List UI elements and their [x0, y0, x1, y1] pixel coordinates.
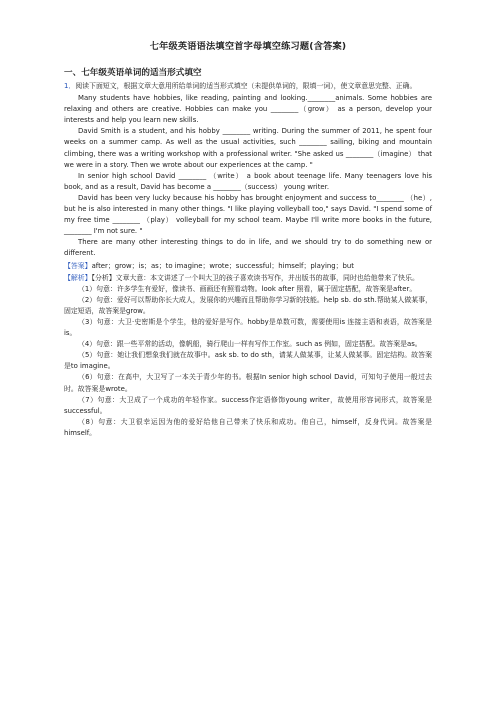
explanation-item-7: （7）句意：大卫成了一个成功的年轻作家。success作定语修饰young writer，故使用形容词形式，故答案是successful。 — [64, 395, 432, 415]
passage-paragraph-5: There are many other interesting things to do in life, and we should try to do something new or different. — [64, 238, 432, 258]
question-text: 阅读下面短文，根据文章大意用所给单词的适当形式填空（未提供单词的，限填一词），使文章意思完整、正确。 — [75, 82, 417, 90]
answer-line — [64, 261, 432, 272]
explanation-item-2: （2）句意：爱好可以帮助你长大成人，发展你的兴趣而且帮助你学习新的技能。help sb. do sth.帮助某人做某事，固定短语，故答案是grow。 — [64, 295, 432, 315]
explanation-item-8: （8）句意：大卫很幸运因为他的爱好给他自己带来了快乐和成功。他自己，himself，反身代词。故答案是himself。 — [64, 417, 432, 437]
passage-paragraph-4: David has been very lucky because his hobby has brought enjoyment and success to________ （he）, but he is also interested in many other things. "I like playing volleyball too," says David. "I spend some of my free time ________ （play） volleyball for my school team. Maybe I'll write more books in the future, ________ I'm not sure. " — [64, 193, 432, 236]
passage-paragraph-1: Many students have hobbies, like reading, painting and looking.________animals. Some hobbies are relaxing and others are creative. Hobbies can make you ________（grow） as a person, develop your interests and help you learn new skills. — [64, 94, 432, 125]
analysis-tag: 【解析】 — [64, 273, 92, 282]
analysis-text: 【分析】文章大意：本文讲述了一个叫大卫的孩子喜欢读书写作，并出版书的故事，同时也给他带来了快乐。 — [91, 273, 419, 282]
question-prompt — [64, 81, 432, 92]
explanation-item-5: （5）句意：她让我们想象我们就在故事中。ask sb. to do sth，请某人做某事，让某人做某事。固定结构。故答案是to imagine。 — [64, 351, 432, 371]
explanation-item-1: （1）句意：许多学生有爱好，像读书、画画还有照看动物。look after 照看，属于固定搭配，故答案是after。 — [78, 284, 417, 293]
document-title: 七年级英语语法填空首字母填空练习题(含答案) — [149, 41, 347, 52]
explanation-item-4: （4）句意：跟一些平常的活动，像帆船，骑行爬山一样有写作工作室。such as 例如，固定搭配。故答案是as。 — [78, 340, 422, 349]
passage-paragraph-3: In senior high school David ________ （write） a book about teenage life. Many teenagers love his book, and as a result, David has become a ________（success） young writer. — [64, 171, 432, 191]
section-heading: 一、七年级英语单词的适当形式填空 — [64, 68, 202, 78]
explanation-item-3: （3）句意：大卫·史密斯是个学生，他的爱好是写作。hobby是单数可数，需要使用is 连接主语和表语，故答案是is。 — [64, 317, 432, 338]
answer-tag: 【答案】 — [64, 261, 92, 270]
passage-paragraph-2: David Smith is a student, and his hobby ________ writing. During the summer of 2011, he spent four weeks on a summer camp. As well as the usual activities, such ________ sailing, biking and mountain climbing, there was a writing workshop with a professional writer. "She asked us ________（imagine） that we were in a story. Then we wrote about our experiences at the camp. " — [64, 127, 432, 169]
explanation-item-6: （6）句意：在高中，大卫写了一本关于青少年的书。根据In senior high school David，可知句子使用一般过去时。故答案是wrote。 — [64, 373, 432, 393]
analysis-line — [64, 273, 432, 284]
answer-text: after；grow；is；as；to imagine；wrote；successful；himself；playing；but — [91, 261, 354, 270]
question-number: 1． — [64, 82, 76, 90]
